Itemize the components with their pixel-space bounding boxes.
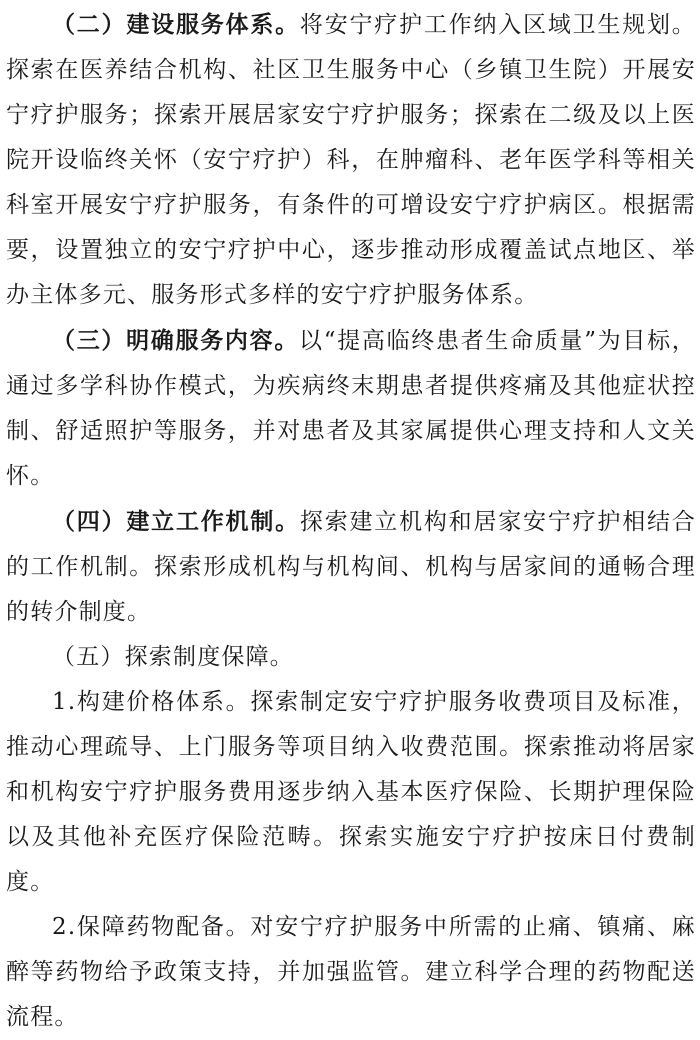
heading-system-guarantee: （五）探索制度保障。	[52, 644, 294, 670]
paragraph-work-mechanism	[6, 499, 696, 635]
paragraph-drug-supply	[6, 905, 696, 1040]
body-service-content: 以“提高临终患者生命质量”为目标，通过多学科协作模式，为疾病终末期患者提供疼痛及其他症状控制、舒适照护等服务，并对患者及其家属提供心理支持和人文关怀。	[6, 328, 696, 489]
body-work-mechanism: 探索建立机构和居家安宁疗护相结合的工作机制。探索形成机构与机构间、机构与居家间的通畅合理的转介制度。	[6, 509, 696, 625]
paragraph-service-content	[6, 318, 696, 499]
paragraph-service-system	[6, 2, 696, 318]
paragraph-system-guarantee	[6, 635, 696, 680]
paragraph-price-system	[6, 680, 696, 905]
body-price-system: 1.构建价格体系。探索制定安宁疗护服务收费项目及标准，推动心理疏导、上门服务等项目纳入收费范围。探索推动将居家和机构安宁疗护服务费用逐步纳入基本医疗保险、长期护理保险以及其他补充医疗保险范畴。探索实施安宁疗护按床日付费制度。	[6, 689, 696, 895]
body-service-system: 将安宁疗护工作纳入区域卫生规划。探索在医养结合机构、社区卫生服务中心（乡镇卫生院）开展安宁疗护服务；探索开展居家安宁疗护服务；探索在二级及以上医院开设临终关怀（安宁疗护）科，在肿瘤科、老年医学科等相关科室开展安宁疗护服务，有条件的可增设安宁疗护病区。根据需要，设置独立的安宁疗护中心，逐步推动形成覆盖试点地区、举办主体多元、服务形式多样的安宁疗护服务体系。	[6, 12, 696, 308]
heading-work-mechanism: （四）建立工作机制。	[52, 508, 300, 535]
heading-service-content: （三）明确服务内容。	[52, 327, 300, 354]
body-drug-supply: 2.保障药物配备。对安宁疗护服务中所需的止痛、镇痛、麻醉等药物给予政策支持，并加强监管。建立科学合理的药物配送流程。	[6, 914, 696, 1030]
heading-service-system: （二）建设服务体系。	[52, 11, 300, 38]
